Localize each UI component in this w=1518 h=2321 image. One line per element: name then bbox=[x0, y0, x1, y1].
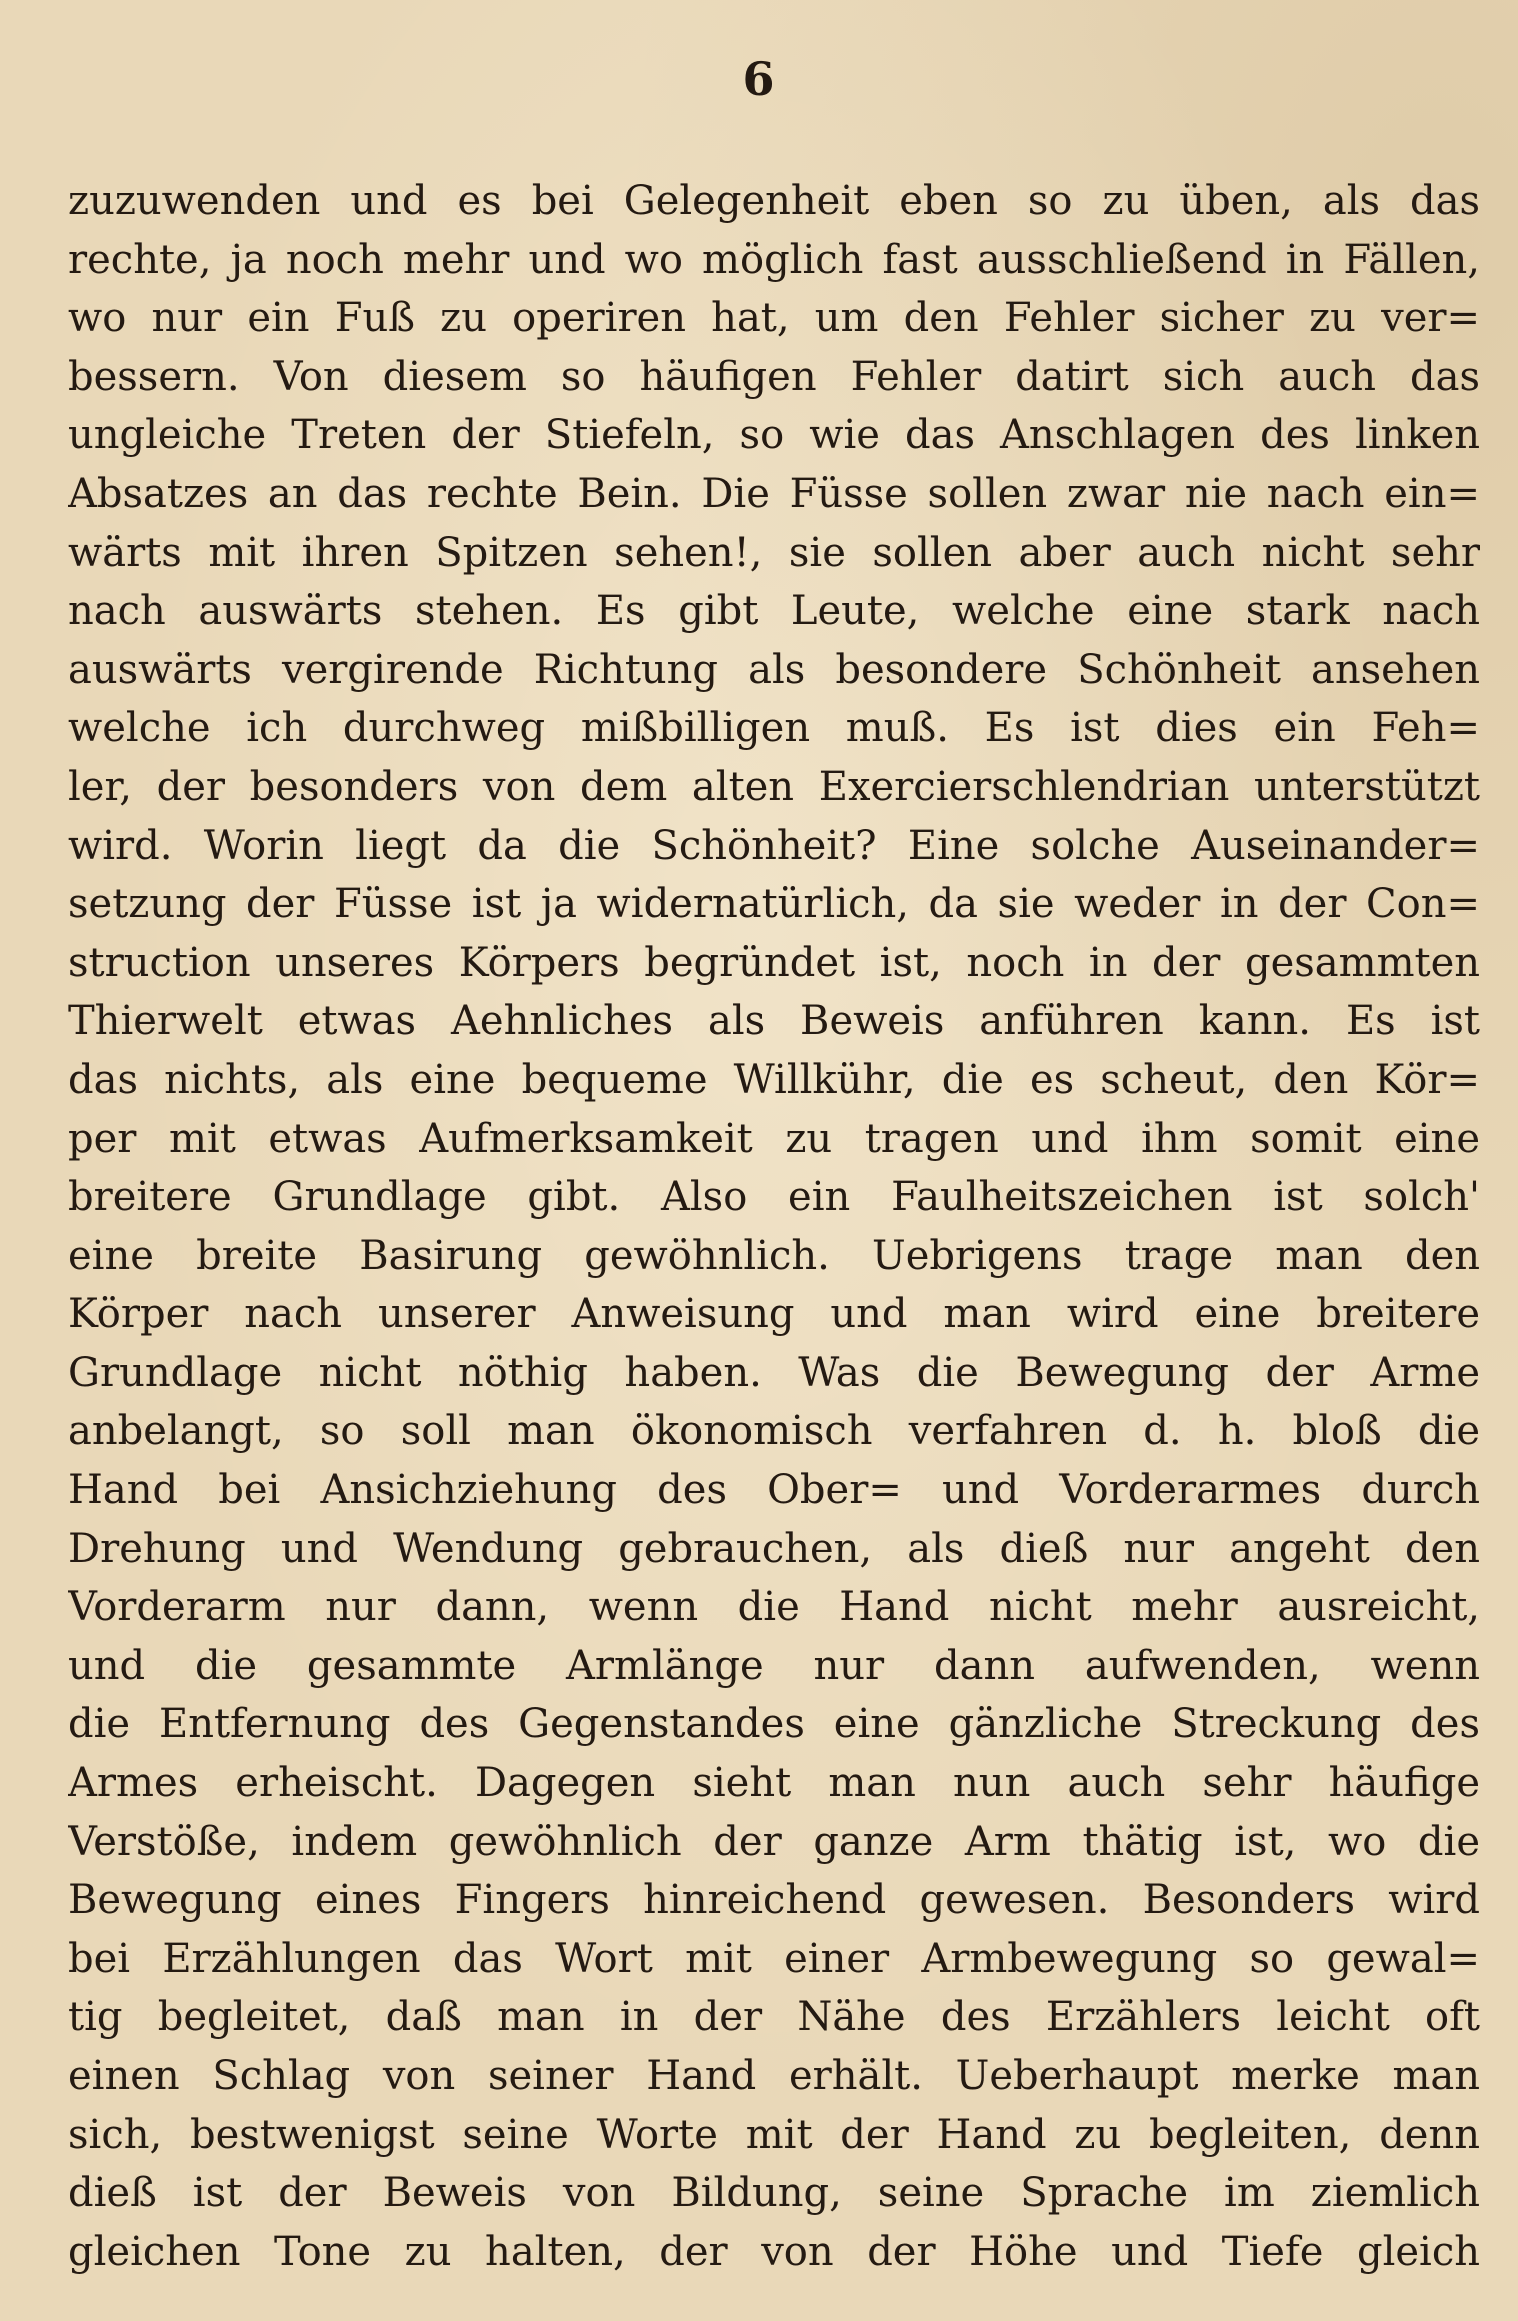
text-line: per mit etwas Aufmerksamkeit zu tragen und ihm somit eine bbox=[68, 1115, 1480, 1162]
text-line: Bewegung eines Fingers hinreichend gewesen. Besonders wird bbox=[68, 1877, 1480, 1924]
text-line: Vorderarm nur dann, wenn die Hand nicht mehr ausreicht, bbox=[68, 1584, 1480, 1631]
text-line: rechte, ja noch mehr und wo möglich fast ausschließend in Fällen, bbox=[68, 236, 1480, 283]
text-line: dieß ist der Beweis von Bildung, seine Sprache im ziemlich bbox=[68, 2170, 1480, 2217]
text-line: einen Schlag von seiner Hand erhält. Ueberhaupt merke man bbox=[68, 2053, 1480, 2099]
body-text bbox=[68, 172, 1480, 2281]
text-line: anbelangt, so soll man ökonomisch verfahren d. h. bloß die bbox=[68, 1408, 1480, 1455]
text-line: Armes erheischt. Dagegen sieht man nun auch sehr häufige bbox=[68, 1760, 1480, 1807]
text-line: Verstöße, indem gewöhnlich der ganze Arm thätig ist, wo die bbox=[68, 1818, 1480, 1865]
text-line: breitere Grundlage gibt. Also ein Faulheitszeichen ist solch' bbox=[68, 1174, 1480, 1221]
text-line: Körper nach unserer Anweisung und man wird eine breitere bbox=[68, 1291, 1480, 1338]
text-line: struction unseres Körpers begründet ist, noch in der gesammten bbox=[68, 939, 1480, 986]
text-line: eine breite Basirung gewöhnlich. Uebrigens trage man den bbox=[68, 1232, 1480, 1279]
text-line: Grundlage nicht nöthig haben. Was die Bewegung der Arme bbox=[68, 1349, 1480, 1396]
text-line: wird. Worin liegt da die Schönheit? Eine solche Auseinander= bbox=[68, 822, 1480, 869]
text-line: tig begleitet, daß man in der Nähe des Erzählers leicht oft bbox=[68, 1994, 1480, 2041]
text-line: Hand bei Ansichziehung des Ober= und Vorderarmes durch bbox=[68, 1467, 1480, 1514]
text-line: gleichen Tone zu halten, der von der Höhe und Tiefe gleich bbox=[68, 2228, 1480, 2275]
text-line: welche ich durchweg mißbilligen muß. Es ist dies ein Feh= bbox=[68, 705, 1480, 752]
text-line: bessern. Von diesem so häufigen Fehler datirt sich auch das bbox=[68, 353, 1480, 400]
text-line: nach auswärts stehen. Es gibt Leute, welche eine stark nach bbox=[68, 588, 1480, 635]
text-line: auswärts vergirende Richtung als besondere Schönheit ansehen bbox=[68, 646, 1480, 693]
text-line: ungleiche Treten der Stiefeln, so wie das Anschlagen des linken bbox=[68, 412, 1480, 459]
text-line: und die gesammte Armlänge nur dann aufwenden, wenn bbox=[68, 1642, 1480, 1689]
text-line: Thierwelt etwas Aehnliches als Beweis anführen kann. Es ist bbox=[68, 998, 1480, 1045]
text-line: bei Erzählungen das Wort mit einer Armbewegung so gewal= bbox=[68, 1935, 1480, 1982]
text-line: Absatzes an das rechte Bein. Die Füsse sollen zwar nie nach ein= bbox=[68, 470, 1480, 517]
text-line: sich, bestwenigst seine Worte mit der Hand zu begleiten, denn bbox=[68, 2111, 1480, 2158]
text-line: ler, der besonders von dem alten Exercierschlendrian unterstützt bbox=[68, 763, 1480, 810]
text-line: das nichts, als eine bequeme Willkühr, die es scheut, den Kör= bbox=[68, 1056, 1480, 1103]
text-line: setzung der Füsse ist ja widernatürlich, da sie weder in der Con= bbox=[68, 881, 1480, 928]
text-line: Drehung und Wendung gebrauchen, als dieß nur angeht den bbox=[68, 1525, 1480, 1572]
text-line: wärts mit ihren Spitzen sehen!, sie sollen aber auch nicht sehr bbox=[68, 529, 1480, 576]
text-line: die Entfernung des Gegenstandes eine gänzliche Streckung des bbox=[68, 1701, 1480, 1748]
text-line: zuzuwenden und es bei Gelegenheit eben so zu üben, als das bbox=[68, 178, 1480, 224]
page-number: 6 bbox=[742, 52, 776, 106]
text-line: wo nur ein Fuß zu operiren hat, um den Fehler sicher zu ver= bbox=[68, 295, 1480, 342]
